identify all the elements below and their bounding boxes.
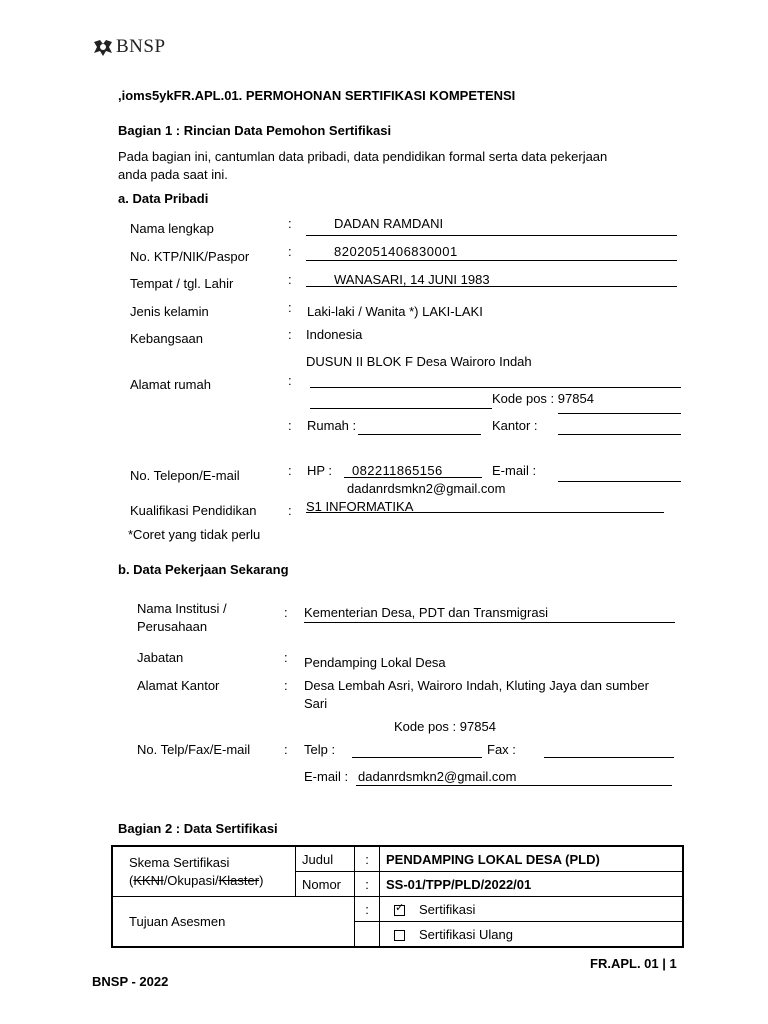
bagian1-title: Bagian 1 : Rincian Data Pemohon Sertifikasi: [118, 123, 392, 138]
telp-label: No. Telepon/E-mail: [130, 468, 240, 483]
pendidikan-underline: [306, 512, 664, 513]
colon: :: [288, 503, 292, 518]
kkni-struck: KKNI: [133, 872, 164, 888]
institusi-label-1: Nama Institusi /: [137, 601, 227, 616]
email-value[interactable]: dadanrdsmkn2@gmail.com: [347, 481, 506, 496]
kantor-telp-label: No. Telp/Fax/E-mail: [137, 742, 251, 757]
opt-sertifikasi-ulang[interactable]: Sertifikasi Ulang: [380, 922, 684, 948]
colon: :: [284, 650, 288, 665]
institusi-label-2: Perusahaan: [137, 619, 208, 634]
nama-underline: [306, 235, 677, 236]
klaster-struck: Klaster: [218, 872, 260, 888]
kantor-field[interactable]: [558, 434, 681, 435]
colon: :: [288, 418, 292, 433]
kebangsaan-label: Kebangsaan: [130, 331, 204, 346]
judul-value: PENDAMPING LOKAL DESA (PLD): [380, 846, 684, 872]
telp-field-label: Telp :: [304, 742, 336, 757]
colon: :: [288, 300, 292, 315]
colon: :: [355, 846, 380, 872]
alamat-underline-2: [310, 408, 492, 409]
kantor-telp-field[interactable]: [352, 757, 482, 758]
colon: :: [288, 463, 292, 478]
email-underline: [558, 481, 681, 482]
alamat-kantor-value-1[interactable]: Desa Lembah Asri, Wairoro Indah, Kluting Jaya dan sumber: [304, 678, 649, 693]
ttl-underline: [306, 286, 677, 287]
skema-sub: (KKNI/Okupasi/Klaster): [129, 872, 264, 888]
colon: :: [288, 272, 292, 287]
empty-cell: [355, 922, 380, 948]
jk-value[interactable]: Laki-laki / Wanita *) LAKI-LAKI: [307, 304, 483, 319]
rumah-field[interactable]: [358, 434, 481, 435]
ttl-label: Tempat / tgl. Lahir: [130, 276, 234, 291]
hp-underline: [344, 477, 482, 478]
colon: :: [288, 327, 292, 342]
note-coret: *Coret yang tidak perlu: [128, 527, 261, 542]
kantor-email-label: E-mail :: [304, 769, 349, 784]
pendidikan-label: Kualifikasi Pendidikan: [130, 503, 257, 518]
colon: :: [284, 605, 288, 620]
kantor-kodepos: Kode pos : 97854: [394, 719, 496, 734]
jk-label: Jenis kelamin: [130, 304, 209, 319]
data-pribadi-heading: a. Data Pribadi: [118, 191, 209, 206]
email-label: E-mail :: [492, 463, 537, 478]
nomor-label: Nomor: [296, 872, 355, 897]
bagian2-title: Bagian 2 : Data Sertifikasi: [118, 821, 278, 836]
checked-checkbox-icon[interactable]: [394, 905, 405, 916]
skema-cell: [112, 846, 296, 897]
skema-label: Skema Sertifikasi: [129, 854, 230, 870]
document-title: ,ioms5ykFR.APL.01. PERMOHONAN SERTIFIKASI KOMPETENSI: [118, 88, 516, 103]
alamat-kantor-value-2[interactable]: Sari: [304, 696, 328, 711]
kantor-email-value[interactable]: dadanrdsmkn2@gmail.com: [358, 769, 517, 784]
ktp-underline: [306, 260, 677, 261]
ttl-value[interactable]: WANASARI, 14 JUNI 1983: [334, 272, 490, 287]
colon: :: [288, 244, 292, 259]
bagian1-intro-line1: Pada bagian ini, cantumlan data pribadi, data pendidikan formal serta data pekerjaan: [118, 149, 608, 164]
jabatan-label: Jabatan: [137, 650, 184, 665]
kantor-label: Kantor :: [492, 418, 538, 433]
fax-field-label: Fax :: [487, 742, 516, 757]
kodepos-underline: [558, 413, 681, 414]
sertifikasi-table: [111, 845, 684, 948]
nama-label: Nama lengkap: [130, 221, 214, 236]
colon: :: [355, 897, 380, 922]
jabatan-value[interactable]: Pendamping Lokal Desa: [304, 655, 446, 670]
colon: :: [288, 216, 292, 231]
colon: :: [284, 742, 288, 757]
kebangsaan-value[interactable]: Indonesia: [306, 327, 363, 342]
bnsp-logo: [92, 36, 166, 58]
ktp-value[interactable]: 8202051406830001: [334, 244, 458, 259]
alamat-kantor-label: Alamat Kantor: [137, 678, 220, 693]
opt-sertifikasi[interactable]: ✓ Sertifikasi: [380, 897, 684, 922]
bnsp-emblem-icon: [92, 36, 114, 58]
tujuan-asesmen-label: Tujuan Asesmen: [112, 897, 355, 948]
colon: :: [355, 872, 380, 897]
alamat-underline-1: [310, 387, 681, 388]
page-reference: FR.APL. 01 | 1: [590, 956, 677, 971]
nama-value[interactable]: DADAN RAMDANI: [334, 216, 444, 231]
pendidikan-value[interactable]: S1 INFORMATIKA: [306, 499, 414, 514]
colon: :: [288, 373, 292, 388]
logo-text: BNSP: [116, 36, 166, 57]
footer-org-year: BNSP - 2022: [92, 974, 169, 989]
institusi-value[interactable]: Kementerian Desa, PDT dan Transmigrasi: [304, 605, 548, 620]
data-pekerjaan-heading: b. Data Pekerjaan Sekarang: [118, 562, 289, 577]
judul-label: Judul: [296, 846, 355, 872]
rumah-label: Rumah :: [307, 418, 357, 433]
nomor-value: SS-01/TPP/PLD/2022/01: [380, 872, 684, 897]
alamat-label: Alamat rumah: [130, 377, 211, 392]
ktp-label: No. KTP/NIK/Paspor: [130, 249, 250, 264]
kantor-fax-field[interactable]: [544, 757, 674, 758]
colon: :: [284, 678, 288, 693]
bagian1-intro-line2: anda pada saat ini.: [118, 167, 228, 182]
alamat-kodepos: Kode pos : 97854: [492, 391, 594, 406]
kantor-email-underline: [356, 785, 672, 786]
unchecked-checkbox-icon[interactable]: [394, 930, 405, 941]
hp-value[interactable]: 082211865156: [352, 463, 443, 478]
hp-label: HP :: [307, 463, 333, 478]
institusi-underline: [304, 622, 675, 623]
alamat-value[interactable]: DUSUN II BLOK F Desa Wairoro Indah: [306, 354, 532, 369]
